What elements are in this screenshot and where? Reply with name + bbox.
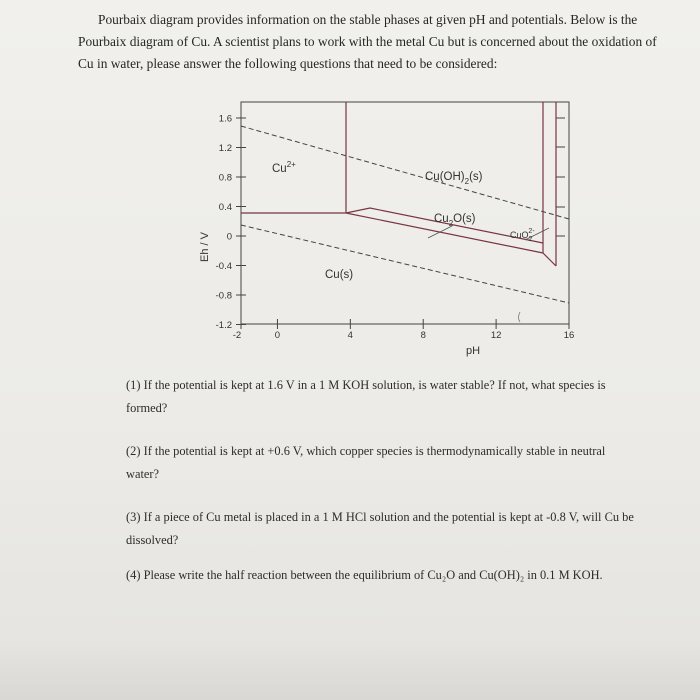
x-tick-label: 8	[420, 330, 426, 341]
question-text: If the potential is kept at +0.6 V, which copper species is thermodynamically stable in neutral water?	[126, 444, 606, 481]
photo-shadow	[0, 640, 700, 700]
y-tick-label: 1.2	[218, 143, 232, 154]
question-4	[126, 564, 636, 587]
question-text: If the potential is kept at 1.6 V in a 1 M KOH solution, is water stable? If not, what species is formed?	[126, 378, 606, 415]
right-edge-ticks	[556, 118, 565, 236]
x-axis-label: pH	[466, 345, 481, 357]
x-tick-label: 0	[274, 330, 281, 341]
y-tick-label: 0	[226, 231, 232, 243]
y-tick-label: 1.6	[218, 113, 232, 125]
question-number: (3)	[126, 510, 141, 524]
question-text: If a piece of Cu metal is placed in a 1 M HCl solution and the potential is kept at -0.8 V, will Cu be dissolved?	[126, 510, 634, 547]
question-number: (2)	[126, 444, 141, 458]
pencil-mark	[519, 312, 521, 322]
region-label-cuoh2: $Cu(OH)_2(s)$	[425, 171, 483, 186]
y-tick-label: -1.2	[215, 320, 232, 331]
boundary-cu-cu2o	[241, 213, 543, 253]
question-2	[126, 440, 636, 486]
region-label-cu2plus: $Cu^{2+}$	[272, 160, 296, 175]
y-tick-label: -0.4	[215, 261, 232, 272]
x-tick-label: -2	[232, 330, 242, 341]
question-text: Please write the half reaction between the equilibrium of Cu₂O and Cu(OH)₂ in 0.1 M KOH.	[143, 568, 603, 582]
x-axis-ticks	[233, 319, 575, 341]
phase-boundaries	[241, 102, 556, 266]
question-number: (4)	[126, 568, 141, 582]
region-label-cu-metal: Cu(s)	[325, 269, 354, 281]
x-tick-label: 12	[490, 330, 502, 341]
boundary-cuo2-lower	[543, 253, 556, 266]
question-3	[126, 506, 636, 552]
y-axis-label: Eh / V	[199, 232, 211, 262]
x-tick-label: 4	[347, 330, 353, 341]
x-tick-label: 16	[563, 330, 575, 341]
question-number: (1)	[126, 378, 141, 392]
intro-paragraph: Pourbaix diagram provides information on the stable phases at given pH and potentials. Below is the Pourbaix diagram of Cu. A scientist plans to work with the metal Cu but is concerned about the oxidation of Cu in water, please answer the following questions that need to be considered:	[78, 12, 657, 71]
water-oxidation-line	[241, 126, 569, 219]
question-1	[126, 374, 636, 420]
y-tick-label: 0.4	[218, 202, 232, 213]
y-tick-label: -0.8	[215, 290, 232, 302]
y-tick-label: 0.8	[218, 172, 232, 184]
region-label-cu2o: $Cu_2O(s)$	[434, 213, 476, 228]
region-label-cuo2: CuO$_2$2-	[510, 228, 535, 243]
